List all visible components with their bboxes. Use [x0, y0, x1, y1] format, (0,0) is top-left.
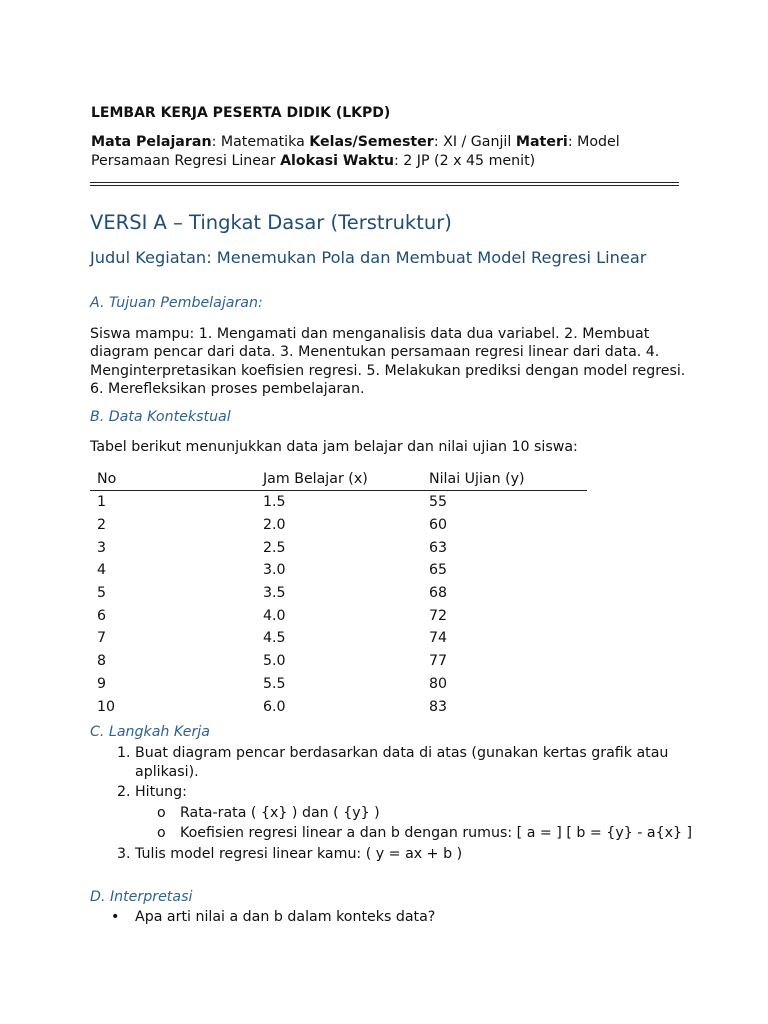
calculation-substeps [135, 804, 725, 843]
section-d-heading: D. Interpretasi [90, 889, 193, 905]
substep-averages-text: Rata-rata ( {x} ) dan ( {y} ) [180, 804, 380, 821]
cell-study-hours: 4.5 [263, 630, 286, 647]
cell-exam-score: 60 [429, 517, 448, 534]
cell-study-hours: 5.0 [263, 653, 286, 670]
section-a-heading: A. Tujuan Pembelajaran: [90, 295, 263, 311]
cell-study-hours: 2.5 [263, 539, 286, 556]
document-meta: Mata Pelajaran: Matematika Kelas/Semester: XI / Ganjil Materi: Model Persamaan Regresi Linear Alokasi Waktu: 2 JP (2 x 45 menit) [91, 134, 620, 169]
step-3-text: Tulis model regresi linear kamu: ( y = ax + b ) [135, 845, 463, 862]
cell-study-hours: 3.0 [263, 562, 286, 579]
interpretation-question: Apa arti nilai a dan b dalam konteks data? [135, 909, 436, 925]
table-header-row [90, 468, 587, 491]
cell-study-hours: 4.0 [263, 607, 286, 624]
cell-exam-score: 74 [429, 630, 448, 647]
cell-no: 3 [97, 539, 107, 556]
table-row [90, 559, 587, 582]
table-row [90, 491, 587, 514]
cell-no: 4 [97, 562, 107, 579]
time-label: Alokasi Waktu [280, 152, 394, 169]
interpretation-list [90, 908, 725, 927]
column-header-study-hours: Jam Belajar (x) [256, 468, 422, 491]
table-row [90, 582, 587, 605]
cell-study-hours: 6.0 [263, 698, 286, 715]
column-header-no: No [90, 468, 256, 491]
substep-coefficients-text: Koefisien regresi linear a dan b dengan rumus: [ a = ] [ b = {y} - a{x} ] [180, 825, 693, 841]
cell-exam-score: 63 [429, 539, 448, 556]
cell-exam-score: 55 [429, 494, 448, 511]
section-b-heading: B. Data Kontekstual [90, 409, 231, 425]
table-row [90, 650, 587, 673]
cell-study-hours: 3.5 [263, 585, 286, 602]
step-2-text: Hitung: [135, 784, 187, 800]
learning-objectives-text: Siswa mampu: 1. Mengamati dan menganalisis data dua variabel. 2. Membuat diagram pencar dari data. 3. Menentukan persamaan regresi linear dari data. 4. Menginterpretasikan koefisien regresi. 5. Melakukan prediksi dengan model regresi. 6. Merefleksikan proses pembelajaran. [90, 326, 686, 397]
material-label: Materi [515, 134, 568, 150]
header-divider-bottom [90, 185, 679, 186]
header-divider-top [90, 182, 679, 183]
class-label: Kelas/Semester [309, 134, 434, 150]
class-value: XI / Ganjil [443, 134, 512, 150]
data-table [90, 468, 587, 718]
list-item [157, 824, 725, 843]
cell-exam-score: 65 [429, 562, 448, 579]
list-item [157, 804, 725, 823]
table-row [90, 627, 587, 650]
cell-exam-score: 72 [429, 607, 448, 624]
table-row [90, 536, 587, 559]
cell-no: 1 [97, 494, 107, 511]
document-title: LEMBAR KERJA PESERTA DIDIK (LKPD) [91, 105, 391, 121]
material-value: Model Persamaan Regresi Linear [91, 134, 620, 169]
cell-no: 9 [97, 675, 107, 692]
cell-study-hours: 5.5 [263, 675, 286, 692]
cell-no: 10 [97, 698, 116, 715]
list-item [135, 744, 725, 781]
subject-label: Mata Pelajaran [91, 134, 212, 150]
list-item [111, 908, 725, 927]
cell-no: 2 [97, 517, 107, 534]
table-row [90, 514, 587, 537]
cell-exam-score: 77 [429, 653, 448, 670]
list-item [135, 845, 725, 864]
bullet-marker: • [111, 909, 120, 925]
cell-no: 6 [97, 607, 107, 624]
cell-no: 5 [97, 585, 107, 602]
cell-study-hours: 2.0 [263, 517, 286, 534]
cell-no: 7 [97, 630, 107, 647]
list-item [135, 783, 725, 843]
cell-exam-score: 80 [429, 675, 448, 692]
work-steps-list [90, 744, 725, 865]
time-value: 2 JP (2 x 45 menit) [403, 152, 536, 169]
section-c-heading: C. Langkah Kerja [90, 724, 210, 740]
table-row [90, 695, 587, 718]
version-heading: VERSI A – Tingkat Dasar (Terstruktur) [90, 211, 452, 234]
step-1-text: Buat diagram pencar berdasarkan data di atas (gunakan kertas grafik atau aplikasi). [135, 745, 669, 780]
cell-no: 8 [97, 653, 107, 670]
data-intro-text: Tabel berikut menunjukkan data jam belajar dan nilai ujian 10 siswa: [90, 439, 578, 455]
cell-exam-score: 83 [429, 698, 448, 715]
column-header-exam-score: Nilai Ujian (y) [422, 468, 587, 491]
activity-title: Judul Kegiatan: Menemukan Pola dan Membuat Model Regresi Linear [90, 248, 647, 267]
table-row [90, 604, 587, 627]
sub-bullet-marker: o [157, 825, 166, 841]
table-row [90, 673, 587, 696]
cell-study-hours: 1.5 [263, 494, 286, 511]
cell-exam-score: 68 [429, 585, 448, 602]
subject-value: Matematika [220, 134, 305, 150]
sub-bullet-marker: o [157, 804, 166, 821]
